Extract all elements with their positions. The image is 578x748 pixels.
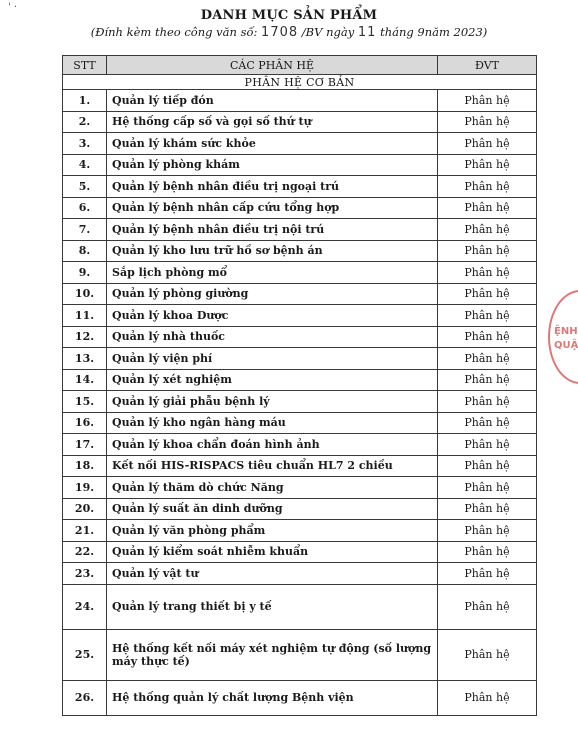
row-unit: Phân hệ: [438, 305, 537, 327]
table-row: [63, 154, 537, 176]
table-row: [63, 90, 537, 112]
section-row: [63, 75, 537, 90]
row-module-name: Quản lý nhà thuốc: [107, 326, 438, 348]
row-unit: Phân hệ: [438, 680, 537, 715]
stamp-text-1: ỆNH: [554, 326, 578, 337]
table-row: [63, 498, 537, 520]
table-row: [63, 477, 537, 499]
row-stt: 19.: [63, 477, 107, 499]
row-unit: Phân hệ: [438, 348, 537, 370]
header-stt: STT: [63, 56, 107, 75]
row-unit: Phân hệ: [438, 90, 537, 112]
row-stt: 16.: [63, 412, 107, 434]
row-stt: 1.: [63, 90, 107, 112]
row-module-name: Quản lý vật tư: [107, 563, 438, 585]
row-unit: Phân hệ: [438, 326, 537, 348]
row-unit: Phân hệ: [438, 391, 537, 413]
section-title: PHÂN HỆ CƠ BẢN: [63, 75, 537, 90]
table-row: [63, 455, 537, 477]
row-stt: 8.: [63, 240, 107, 262]
header-unit: ĐVT: [438, 56, 537, 75]
row-unit: Phân hệ: [438, 434, 537, 456]
row-unit: Phân hệ: [438, 629, 537, 680]
row-stt: 13.: [63, 348, 107, 370]
row-stt: 10.: [63, 283, 107, 305]
table-row: [63, 520, 537, 542]
table-row: [63, 326, 537, 348]
document-title: DANH MỤC SẢN PHẨM: [200, 8, 378, 23]
table-row: [63, 369, 537, 391]
row-stt: 2.: [63, 111, 107, 133]
row-unit: Phân hệ: [438, 369, 537, 391]
table-row: [63, 111, 537, 133]
row-module-name: Quản lý khám sức khỏe: [107, 133, 438, 155]
row-module-name: Quản lý xét nghiệm: [107, 369, 438, 391]
row-module-name: Quản lý bệnh nhân điều trị ngoại trú: [107, 176, 438, 198]
stamp-text-2: QUẬ: [554, 340, 578, 351]
row-unit: Phân hệ: [438, 240, 537, 262]
table-row: [63, 262, 537, 284]
row-stt: 25.: [63, 629, 107, 680]
row-unit: Phân hệ: [438, 154, 537, 176]
table-body: [63, 75, 537, 716]
row-module-name: Quản lý suất ăn dinh dưỡng: [107, 498, 438, 520]
row-stt: 4.: [63, 154, 107, 176]
table-row: [63, 391, 537, 413]
row-module-name: Quản lý giải phẫu bệnh lý: [107, 391, 438, 413]
table-row: [63, 541, 537, 563]
row-module-name: Quản lý phòng khám: [107, 154, 438, 176]
red-seal-stamp: [548, 290, 578, 384]
table-row: [63, 434, 537, 456]
subtitle-month: tháng 9: [380, 25, 425, 39]
row-unit: Phân hệ: [438, 584, 537, 629]
row-stt: 18.: [63, 455, 107, 477]
table-row: [63, 412, 537, 434]
table-row: [63, 197, 537, 219]
row-module-name: Quản lý thăm dò chức Năng: [107, 477, 438, 499]
subtitle-mid: /BV ngày: [301, 25, 355, 39]
row-unit: Phân hệ: [438, 262, 537, 284]
row-module-name: Quản lý tiếp đón: [107, 90, 438, 112]
doc-number: 1708: [261, 25, 299, 40]
row-module-name: Quản lý khoa Dược: [107, 305, 438, 327]
product-table: [62, 55, 537, 716]
table-row: [63, 283, 537, 305]
row-stt: 17.: [63, 434, 107, 456]
table-row: [63, 680, 537, 715]
row-stt: 5.: [63, 176, 107, 198]
subtitle-suffix: năm 2023): [424, 25, 488, 39]
row-module-name: Kết nối HIS-RISPACS tiêu chuẩn HL7 2 chiều: [107, 455, 438, 477]
row-unit: Phân hệ: [438, 412, 537, 434]
row-unit: Phân hệ: [438, 477, 537, 499]
row-unit: Phân hệ: [438, 197, 537, 219]
row-module-name: Quản lý kiểm soát nhiễm khuẩn: [107, 541, 438, 563]
row-module-name: Quản lý kho ngân hàng máu: [107, 412, 438, 434]
row-module-name: Quản lý bệnh nhân điều trị nội trú: [107, 219, 438, 241]
row-unit: Phân hệ: [438, 283, 537, 305]
table-row: [63, 240, 537, 262]
row-unit: Phân hệ: [438, 176, 537, 198]
row-module-name: Quản lý viện phí: [107, 348, 438, 370]
row-stt: 26.: [63, 680, 107, 715]
row-unit: Phân hệ: [438, 455, 537, 477]
row-stt: 12.: [63, 326, 107, 348]
row-module-name: Quản lý phòng giường: [107, 283, 438, 305]
table-row: [63, 219, 537, 241]
row-unit: Phân hệ: [438, 133, 537, 155]
row-stt: 14.: [63, 369, 107, 391]
subtitle-prefix: (Đính kèm theo công văn số:: [90, 25, 258, 39]
row-module-name: Quản lý bệnh nhân cấp cứu tổng hợp: [107, 197, 438, 219]
row-module-name: Quản lý văn phòng phẩm: [107, 520, 438, 542]
row-stt: 23.: [63, 563, 107, 585]
doc-day: 11: [357, 25, 377, 40]
row-stt: 9.: [63, 262, 107, 284]
row-stt: 7.: [63, 219, 107, 241]
row-module-name: Hệ thống kết nối máy xét nghiệm tự động (số lượng máy thực tế): [107, 629, 438, 680]
row-stt: 21.: [63, 520, 107, 542]
table-row: [63, 305, 537, 327]
scan-mark: ꞌ ·: [8, 2, 18, 13]
row-module-name: Quản lý khoa chẩn đoán hình ảnh: [107, 434, 438, 456]
row-stt: 11.: [63, 305, 107, 327]
table-row: [63, 133, 537, 155]
header-module: CÁC PHÂN HỆ: [107, 56, 438, 75]
table-row: [63, 176, 537, 198]
row-unit: Phân hệ: [438, 498, 537, 520]
document-subtitle: [0, 25, 578, 40]
row-stt: 22.: [63, 541, 107, 563]
row-unit: Phân hệ: [438, 541, 537, 563]
row-stt: 6.: [63, 197, 107, 219]
row-stt: 3.: [63, 133, 107, 155]
row-module-name: Hệ thống cấp số và gọi số thứ tự: [107, 111, 438, 133]
row-unit: Phân hệ: [438, 563, 537, 585]
row-stt: 24.: [63, 584, 107, 629]
row-unit: Phân hệ: [438, 111, 537, 133]
table-row: [63, 563, 537, 585]
row-unit: Phân hệ: [438, 219, 537, 241]
row-stt: 20.: [63, 498, 107, 520]
row-module-name: Hệ thống quản lý chất lượng Bệnh viện: [107, 680, 438, 715]
table-row: [63, 584, 537, 629]
row-unit: Phân hệ: [438, 520, 537, 542]
row-module-name: Quản lý kho lưu trữ hồ sơ bệnh án: [107, 240, 438, 262]
row-module-name: Sắp lịch phòng mổ: [107, 262, 438, 284]
table-row: [63, 629, 537, 680]
row-module-name: Quản lý trang thiết bị y tế: [107, 584, 438, 629]
table-header-row: [63, 56, 537, 75]
table-row: [63, 348, 537, 370]
row-stt: 15.: [63, 391, 107, 413]
